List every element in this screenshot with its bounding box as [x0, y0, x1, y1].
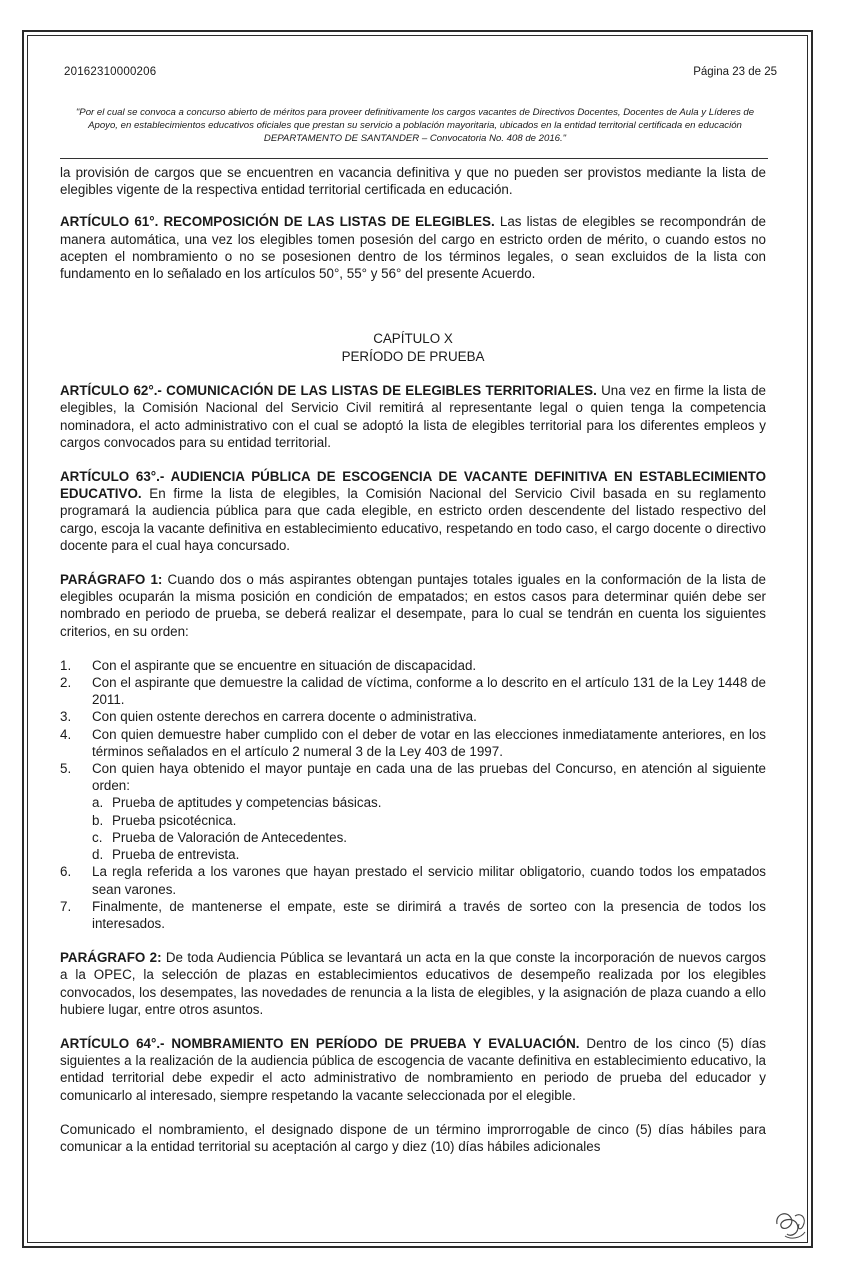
paragraph-1-text: Cuando dos o más aspirantes obtengan puntajes totales iguales en la conformación de la lista de elegibles ocuparán la misma posición en condición de empatados; en estos casos para determinar quién debe ser nombrado en periodo de prueba, se deberá realizar el desempate, para lo cual se tendrán en cuenta los siguientes criterios, en su orden: [60, 572, 766, 639]
article-62 [60, 382, 766, 451]
intro-paragraph: la provisión de cargos que se encuentren en vacancia definitiva y que no pueden ser provistos mediante la lista de elegibles vigente de la respectiva entidad territorial certificada en educación. [60, 165, 766, 198]
paragraph-2-heading: PARÁGRAFO 2: [60, 950, 162, 966]
article-62-heading: ARTÍCULO 62°.- COMUNICACIÓN DE LAS LISTAS DE ELEGIBLES TERRITORIALES. [60, 383, 597, 399]
convocatoria-reference: "Por el cual se convoca a concurso abierto de méritos para proveer definitivamente los cargos vacantes de Directivos Docentes, Docentes de Aula y Líderes de Apoyo, en establecimientos educativos oficiales que prestan su servicio a población mayoritaria, ubicados en la entidad territorial certificada en educación DEPARTAMENTO DE SANTANDER – Convocatoria No. 408 de 2016." [75, 107, 755, 144]
chapter-title: PERÍODO DE PRUEBA [341, 348, 485, 364]
list-item: 5. Con quien haya obtenido el mayor puntaje en cada una de las pruebas del Concurso, en atención al siguiente orden: a. Prueba de aptitudes y competencias básicas. b. Prueba psicotécnica. c. Prueba de Valoración de Antecedentes. d. Prueba de entrevista. [60, 761, 766, 863]
document-id: 20162310000206 [64, 66, 157, 78]
paragraph-2 [60, 949, 766, 1018]
closing-paragraph: Comunicado el nombramiento, el designado dispone de un término improrrogable de cinco (5) días hábiles para comunicar a la entidad territorial su aceptación al cargo y diez (10) días hábiles adicionales [60, 1121, 766, 1154]
tiebreak-criteria-list [60, 657, 766, 932]
list-item: 3. Con quien ostente derechos en carrera docente o administrativa. [60, 709, 477, 725]
article-61-text: Las listas de elegibles se recompondrán de manera automática, una vez los elegibles tomen posesión del cargo en estricto orden de mérito, o cuando estos no acepten el nombramiento o no se posesionen dentro de los términos legales, o sean excluidos de la lista con fundamento en lo señalado en los artículos 50°, 55° y 56° del presente Acuerdo. [60, 214, 766, 282]
initials-stamp-icon [771, 1206, 811, 1242]
header-divider [60, 158, 768, 159]
article-64-text: Dentro de los cinco (5) días siguientes a la realización de la audiencia pública de escogencia de vacante definitiva en establecimiento educativo, la entidad territorial debe expedir el acto administrativo de nombramiento en periodo de prueba del educador y comunicarlo al interesado, siempre respetando la vacante seleccionada por el elegible. [60, 1035, 766, 1103]
article-61 [60, 213, 766, 282]
chapter-heading [60, 330, 766, 365]
paragraph-1-heading: PARÁGRAFO 1: [60, 572, 163, 588]
paragraph-1 [60, 571, 766, 640]
sub-list-item: d. Prueba de entrevista. [92, 847, 240, 863]
list-item: 2. Con el aspirante que demuestre la calidad de víctima, conforme a lo descrito en el artículo 131 de la Ley 1448 de 2011. [60, 675, 766, 708]
article-64 [60, 1035, 766, 1104]
document-body [60, 164, 766, 1155]
article-61-heading: ARTÍCULO 61°. RECOMPOSICIÓN DE LAS LISTAS DE ELEGIBLES. [60, 214, 495, 230]
chapter-number: CAPÍTULO X [373, 331, 453, 347]
page-number: Página 23 de 25 [693, 66, 777, 78]
paragraph-2-text: De toda Audiencia Pública se levantará un acta en la que conste la incorporación de nuevos cargos a la OPEC, la selección de plazas en establecimientos educativos de desempeño realizada por los elegibles convocados, los desempates, las novedades de renuncia a la lista de elegibles, y la asignación de plaza cuando a ello hubiere lugar, entre otros asuntos. [60, 950, 766, 1017]
list-item: 7. Finalmente, de mantenerse el empate, este se dirimirá a través de sorteo con la presencia de todos los interesados. [60, 898, 766, 931]
sub-list-item: b. Prueba psicotécnica. [92, 812, 237, 828]
list-item: 1. Con el aspirante que se encuentre en situación de discapacidad. [60, 657, 477, 673]
article-63-heading: ARTÍCULO 63°.- AUDIENCIA PÚBLICA DE ESCOGENCIA DE VACANTE DEFINITIVA EN ESTABLECIMIENTO EDUCATIVO. [60, 469, 766, 502]
article-63-text: En firme la lista de elegibles, la Comisión Nacional del Servicio Civil basada en su reglamento programará la audiencia pública para que cada elegible, en estricto orden descendente del listado respectivo del cargo, escoja la vacante definitiva en establecimiento educativo, respetando en todo caso, el cargo docente o directivo docente para el cual haya concursado. [60, 486, 766, 553]
article-63 [60, 468, 766, 554]
test-order-sublist [92, 794, 766, 863]
article-62-text: Una vez en firme la lista de elegibles, la Comisión Nacional del Servicio Civil remitirá al representante legal o quien tenga la competencia nominadora, el acto administrativo con el cual se adoptó la lista de elegibles territorial para los diferentes empleos y cargos convocados para su entidad territorial. [60, 383, 766, 450]
list-item: 4. Con quien demuestre haber cumplido con el deber de votar en las elecciones inmediatamente anteriores, en los términos señalados en el artículo 2 numeral 3 de la Ley 403 de 1997. [60, 726, 766, 759]
article-64-heading: ARTÍCULO 64°.- NOMBRAMIENTO EN PERÍODO DE PRUEBA Y EVALUACIÓN. [60, 1035, 580, 1051]
list-item: 6. La regla referida a los varones que hayan prestado el servicio militar obligatorio, cuando todos los empatados sean varones. [60, 864, 766, 897]
sub-list-item: c. Prueba de Valoración de Antecedentes. [92, 829, 348, 845]
sub-list-item: a. Prueba de aptitudes y competencias básicas. [92, 795, 382, 811]
